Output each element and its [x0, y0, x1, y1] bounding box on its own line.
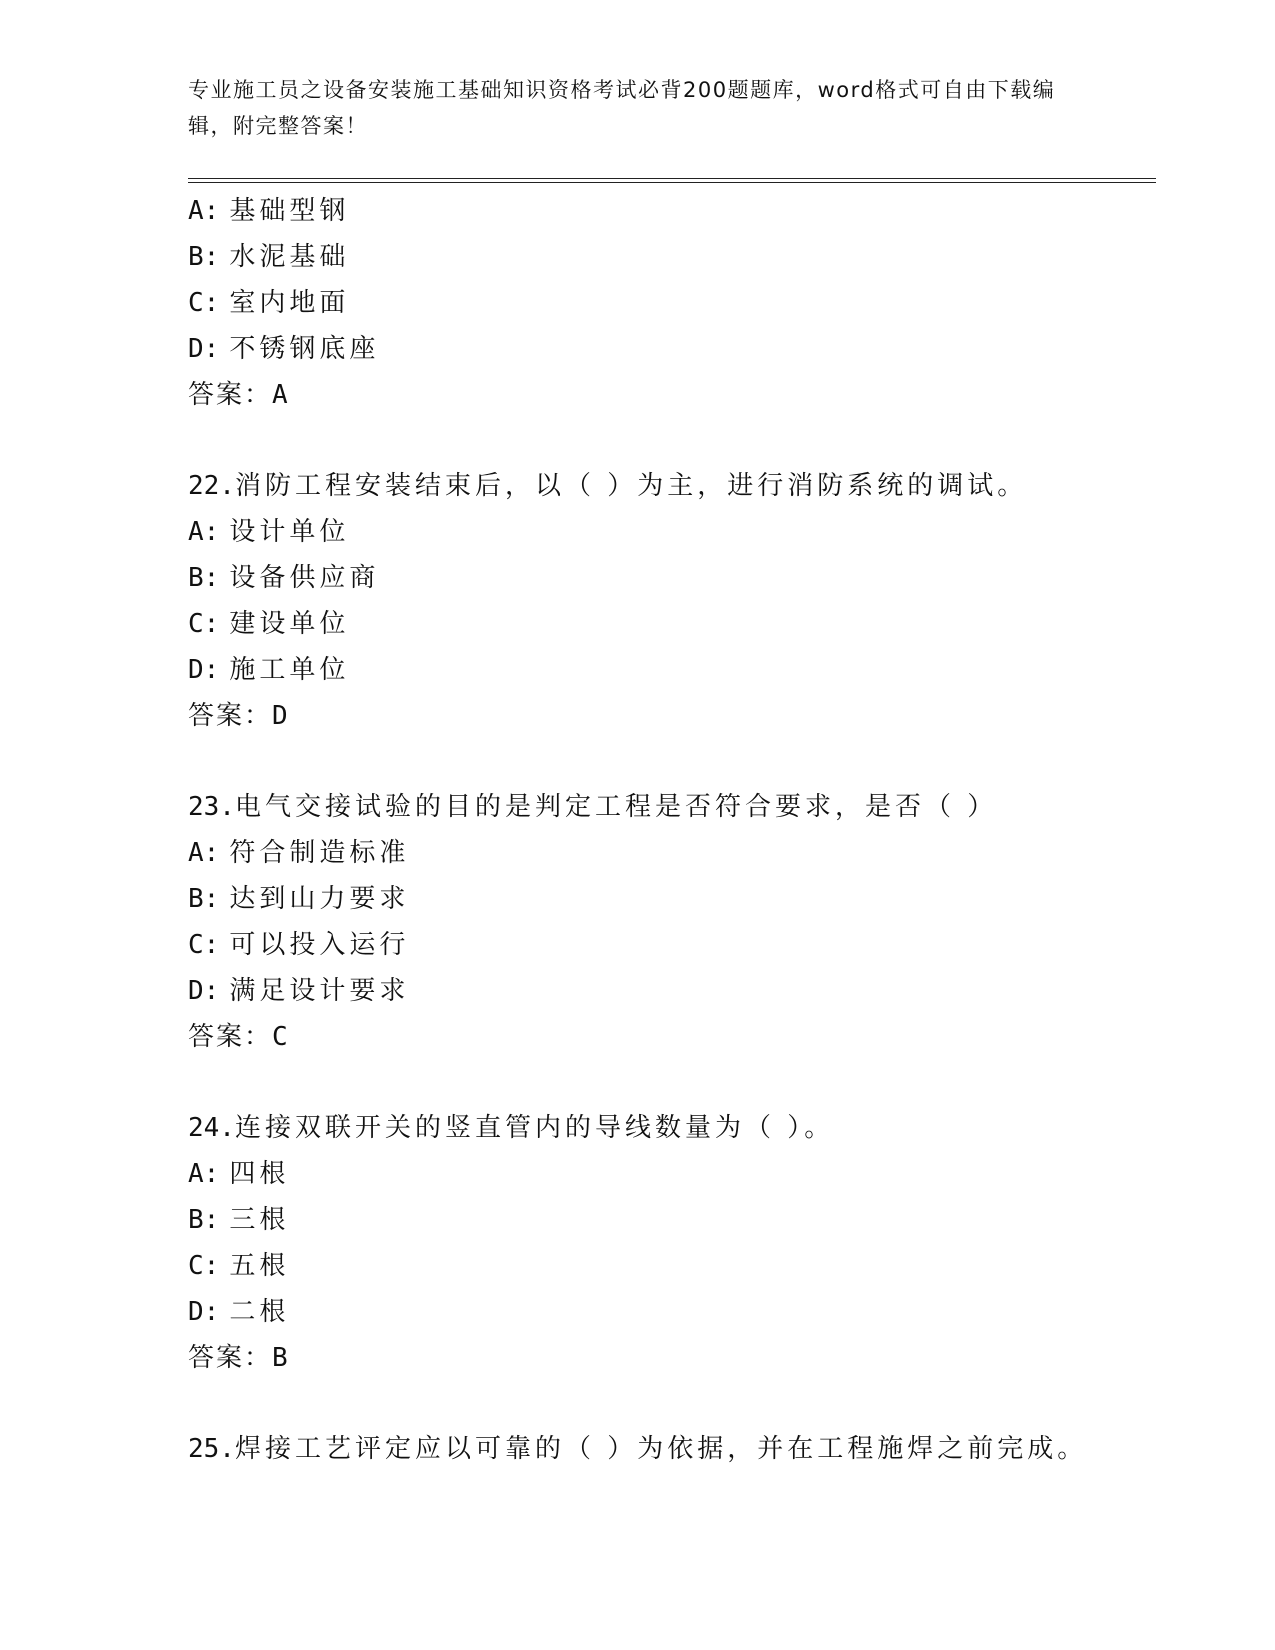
- question-text: 23.电气交接试验的目的是判定工程是否符合要求，是否（ ）: [188, 792, 998, 822]
- question-text: 22.消防工程安装结束后，以（ ）为主，进行消防系统的调试。: [188, 471, 1028, 501]
- answer-line: 答案：B: [188, 1343, 290, 1373]
- question-text: 25.焊接工艺评定应以可靠的（ ）为依据，并在工程施焊之前完成。: [188, 1434, 1088, 1464]
- option-d: D: 二根: [188, 1297, 290, 1327]
- option-c: C: 建设单位: [188, 609, 350, 639]
- document-header: 专业施工员之设备安装施工基础知识资格考试必背200题题库，word格式可自由下载编辑，附完整答案！: [188, 78, 1056, 138]
- option-b: B: 设备供应商: [188, 563, 380, 593]
- header-rule-top: [188, 178, 1156, 179]
- answer-line: 答案：D: [188, 701, 290, 731]
- option-c: C: 室内地面: [188, 288, 350, 318]
- answer-line: 答案：C: [188, 1022, 290, 1052]
- answer-line: 答案：A: [188, 380, 290, 410]
- option-c: C: 可以投入运行: [188, 930, 410, 960]
- option-d: D: 满足设计要求: [188, 976, 410, 1006]
- question-text: 24.连接双联开关的竖直管内的导线数量为（ ）。: [188, 1113, 835, 1143]
- option-b: B: 三根: [188, 1205, 290, 1235]
- option-d: D: 不锈钢底座: [188, 334, 380, 364]
- question-content: [188, 188, 1148, 1472]
- option-a: A: 四根: [188, 1159, 290, 1189]
- option-d: D: 施工单位: [188, 655, 350, 685]
- option-a: A: 符合制造标准: [188, 838, 410, 868]
- option-c: C: 五根: [188, 1251, 290, 1281]
- option-a: A: 设计单位: [188, 517, 350, 547]
- option-b: B: 达到山力要求: [188, 884, 410, 914]
- option-a: A: 基础型钢: [188, 196, 350, 226]
- header-rule-bottom: [188, 182, 1156, 183]
- option-b: B: 水泥基础: [188, 242, 350, 272]
